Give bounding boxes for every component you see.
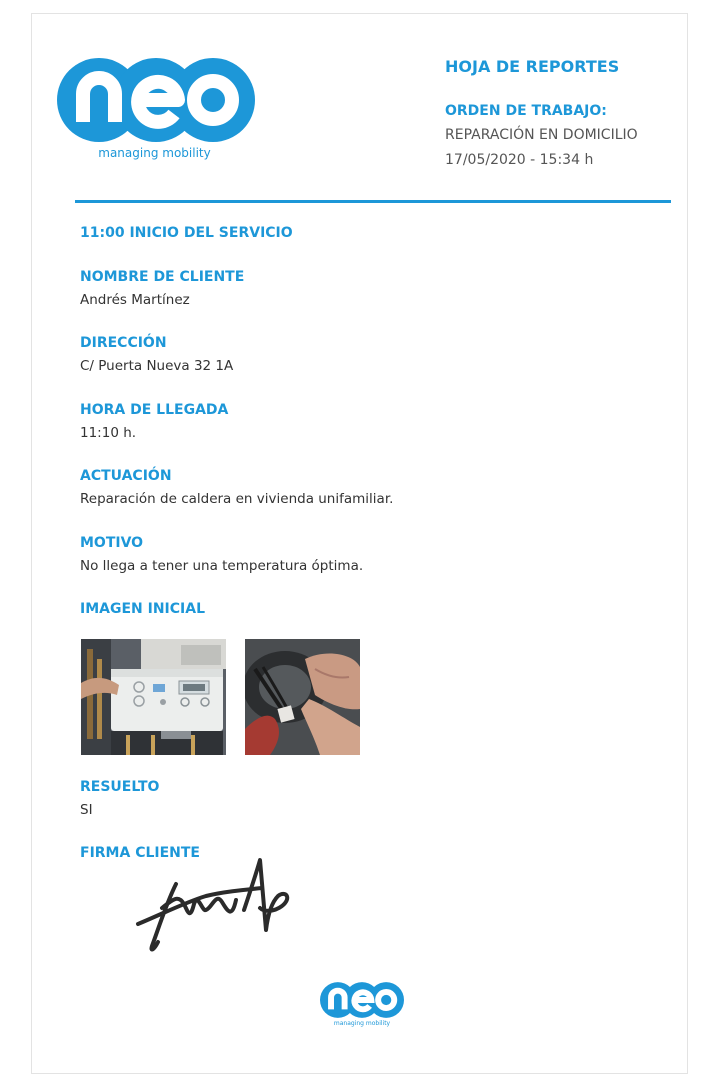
order-datetime: 17/05/2020 - 15:34 h xyxy=(445,152,594,168)
address-label: DIRECCIÓN xyxy=(80,335,167,351)
reason-label: MOTIVO xyxy=(80,535,144,551)
arrival-label: HORA DE LLEGADA xyxy=(80,402,229,418)
images-label: IMAGEN INICIAL xyxy=(80,601,205,617)
report-title: HOJA DE REPORTES xyxy=(445,57,620,76)
resolved-label: RESUELTO xyxy=(80,779,160,795)
signature-label: FIRMA CLIENTE xyxy=(80,845,200,861)
boiler-control-panel-photo xyxy=(81,639,226,755)
header-divider xyxy=(75,200,671,203)
client-label: NOMBRE DE CLIENTE xyxy=(80,269,245,285)
arrival-value: 11:10 h. xyxy=(80,425,137,441)
client-value: Andrés Martínez xyxy=(80,292,190,308)
address-value: C/ Puerta Nueva 32 1A xyxy=(80,358,234,374)
service-start-label: 11:00 INICIO DEL SERVICIO xyxy=(80,225,293,241)
footer-neo-logo xyxy=(320,982,404,1018)
wiring-repair-photo xyxy=(245,639,360,755)
order-label: ORDEN DE TRABAJO: xyxy=(445,103,607,119)
action-label: ACTUACIÓN xyxy=(80,468,172,484)
action-value: Reparación de caldera en vivienda unifamiliar. xyxy=(80,491,394,507)
neo-logo xyxy=(57,58,255,142)
client-signature xyxy=(132,852,297,954)
footer-logo-tagline: managing mobility xyxy=(333,1020,391,1027)
resolved-value: SI xyxy=(80,802,93,818)
reason-value: No llega a tener una temperatura óptima. xyxy=(80,558,364,574)
logo-tagline: managing mobility xyxy=(98,146,211,160)
order-value: REPARACIÓN EN DOMICILIO xyxy=(445,127,638,143)
